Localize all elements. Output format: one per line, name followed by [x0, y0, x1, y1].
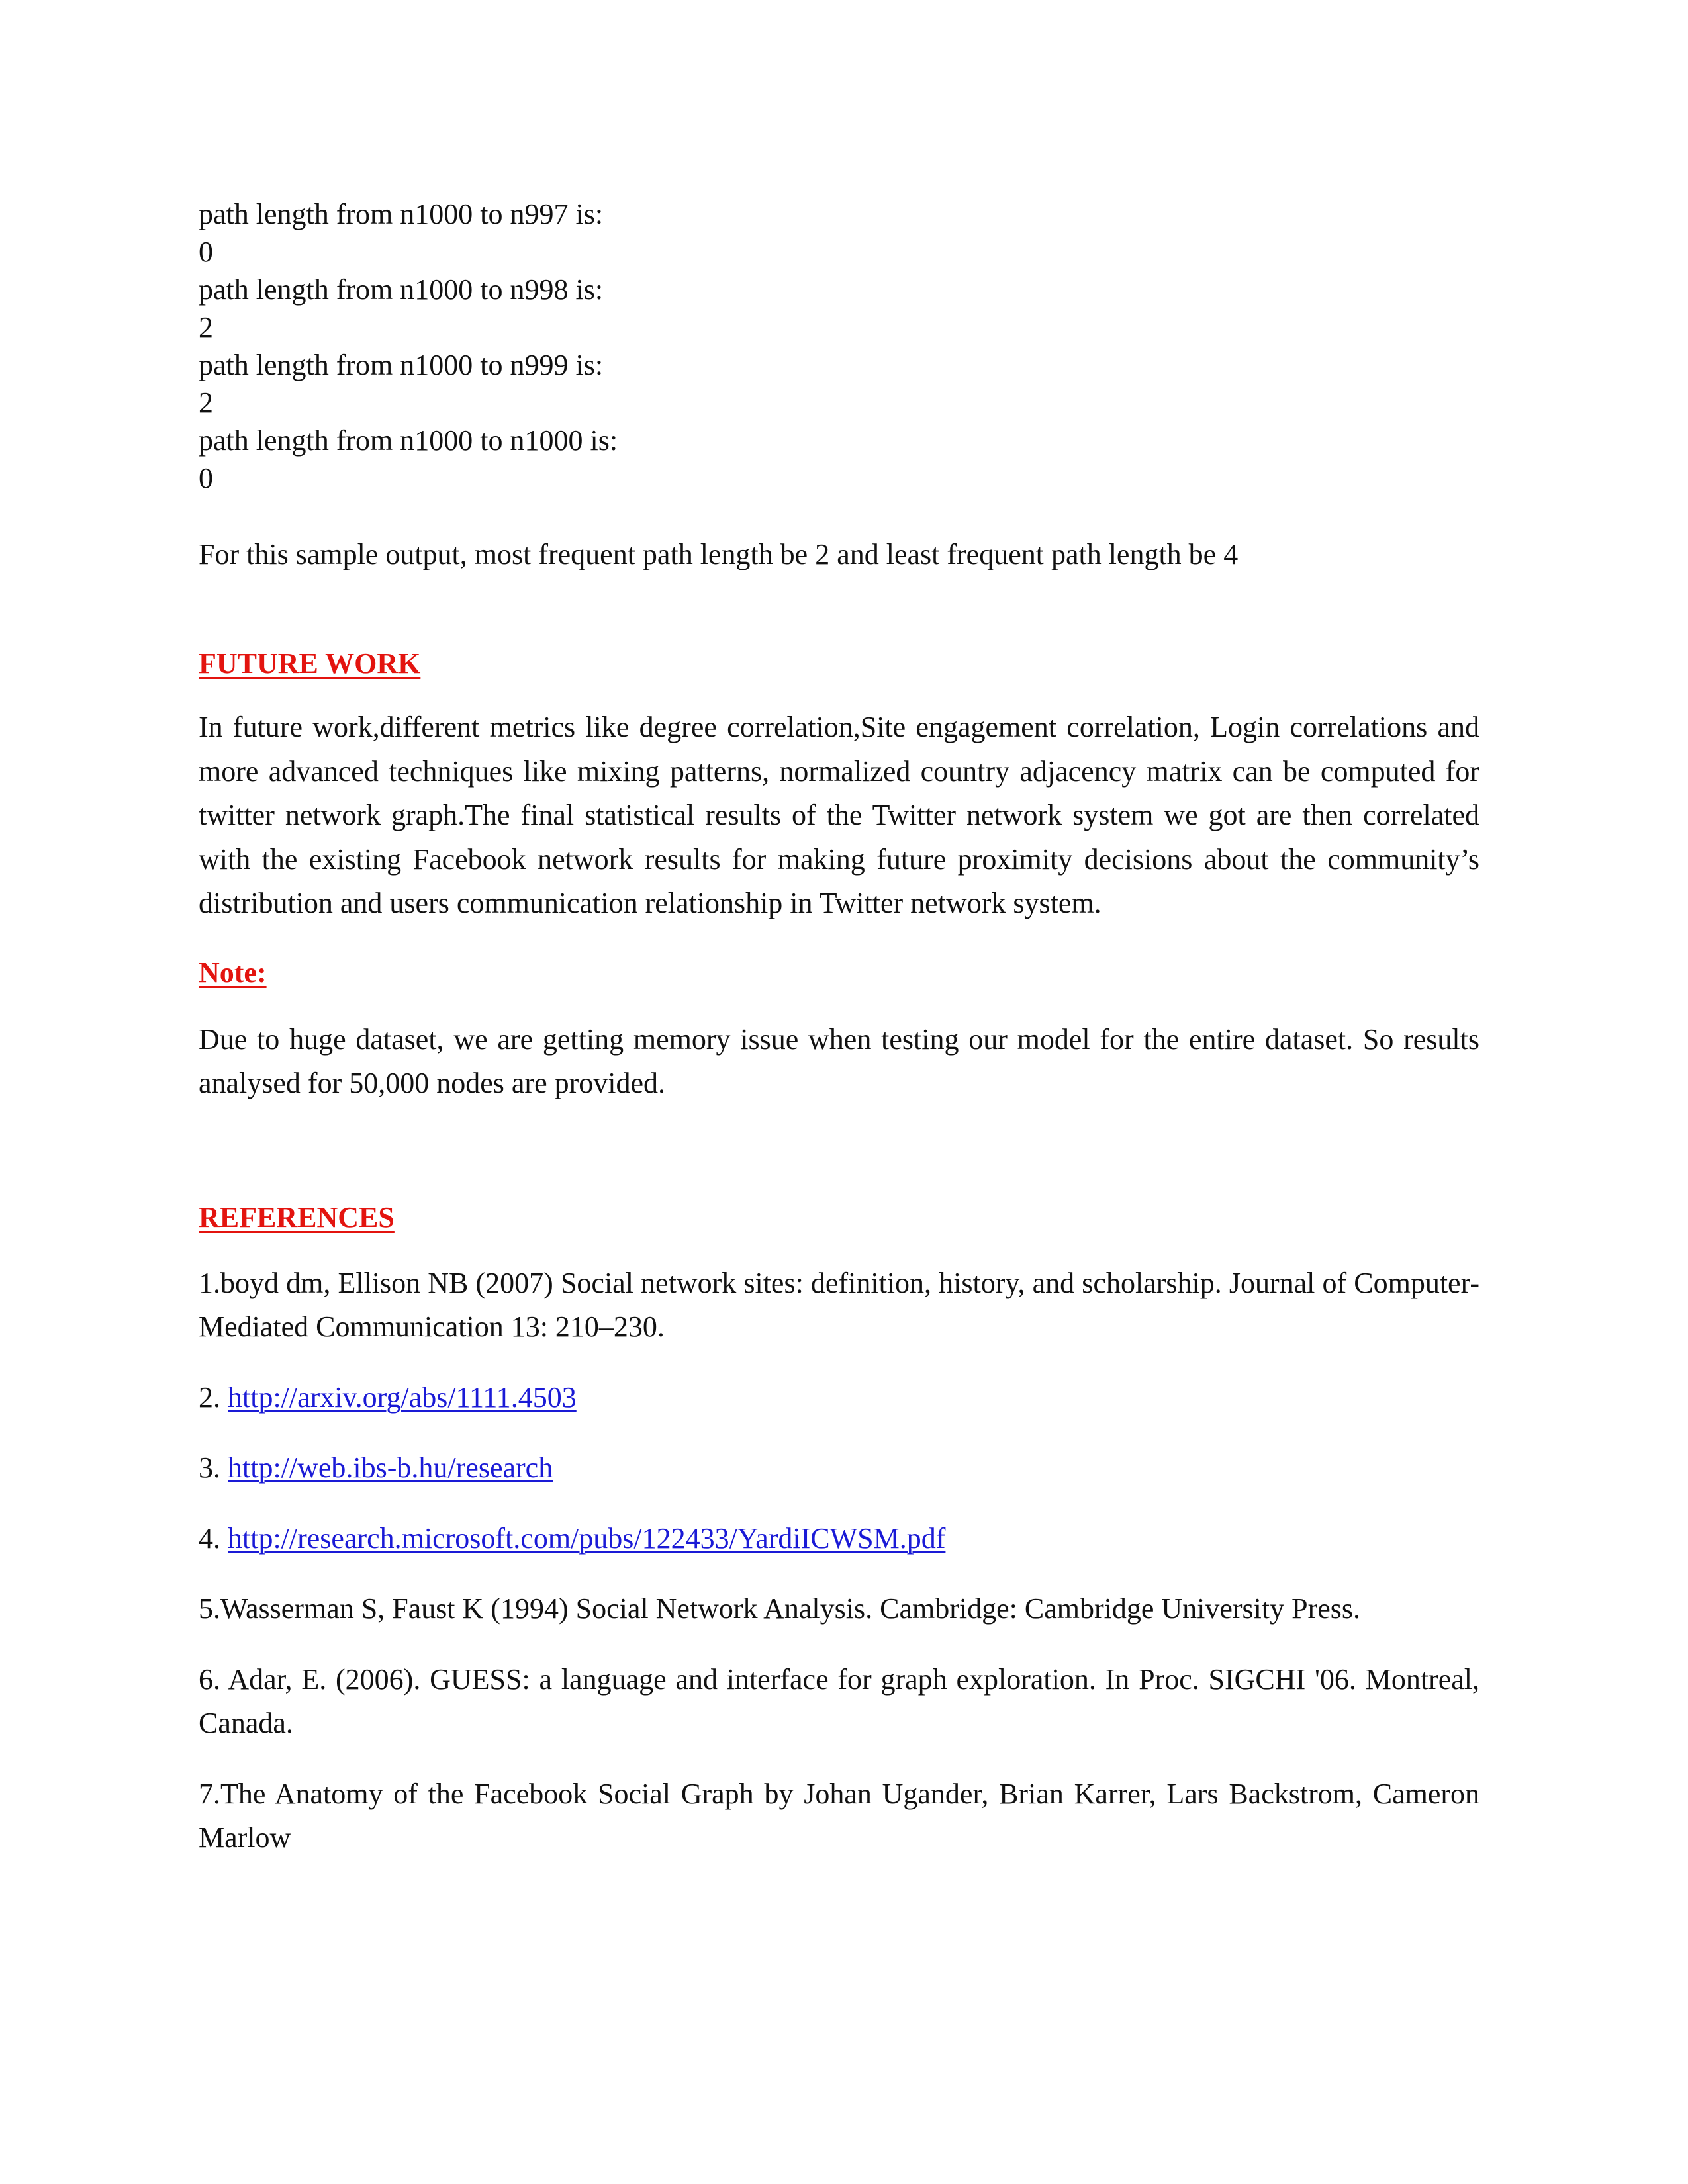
path-output-line: 0 [199, 236, 213, 268]
path-output-line: path length from n1000 to n999 is: [199, 349, 604, 381]
path-output-line: 2 [199, 311, 213, 343]
reference-number: 4. [199, 1522, 228, 1555]
path-output-line: path length from n1000 to n1000 is: [199, 424, 618, 457]
document-page [199, 195, 1479, 1860]
reference-link-arxiv[interactable]: http://arxiv.org/abs/1111.4503 [228, 1381, 577, 1414]
reference-number: 2. [199, 1381, 228, 1414]
sample-output-summary: For this sample output, most frequent path length be 2 and least frequent path length be 4 [199, 538, 1239, 570]
reference-item: 5.Wasserman S, Faust K (1994) Social Network Analysis. Cambridge: Cambridge University Press. [199, 1592, 1361, 1625]
path-output-line: 2 [199, 387, 213, 419]
reference-item: 1.boyd dm, Ellison NB (2007) Social network sites: definition, history, and scholarship. Journal of Computer-Mediated Communication 13: 210–230. [199, 1266, 1479, 1343]
reference-item [199, 1376, 1479, 1420]
reference-item: 7.The Anatomy of the Facebook Social Graph by Johan Ugander, Brian Karrer, Lars Backstrom, Cameron Marlow [199, 1777, 1479, 1854]
path-output-line: path length from n1000 to n997 is: [199, 198, 604, 230]
path-output-line: 0 [199, 462, 213, 494]
reference-item: 6. Adar, E. (2006). GUESS: a language and interface for graph exploration. In Proc. SIGCHI '06. Montreal, Canada. [199, 1662, 1479, 1739]
path-output-line: path length from n1000 to n998 is: [199, 273, 604, 306]
note-paragraph: Due to huge dataset, we are getting memory issue when testing our model for the entire dataset. So results analysed for 50,000 nodes are provided. [199, 1023, 1479, 1099]
reference-link-ibs[interactable]: http://web.ibs-b.hu/research [228, 1451, 553, 1484]
future-work-paragraph: In future work,different metrics like degree correlation,Site engagement correlation, Login correlations and more advanced techniques like mixing patterns, normalized country adjacency matrix can be computed for twitter network graph.The final statistical results of the Twitter network system we got are then correlated with the existing Facebook network results for making future proximity decisions about the community’s distribution and users communication relationship in Twitter network system. [199, 711, 1479, 919]
references-heading: REFERENCES [199, 1201, 395, 1234]
reference-item [199, 1517, 1479, 1561]
future-work-heading: FUTURE WORK [199, 647, 421, 680]
note-heading: Note: [199, 956, 267, 989]
reference-link-microsoft[interactable]: http://research.microsoft.com/pubs/122433/YardiICWSM.pdf [228, 1522, 946, 1555]
path-output-block [199, 195, 1479, 497]
reference-item [199, 1446, 1479, 1490]
reference-number: 3. [199, 1451, 228, 1484]
